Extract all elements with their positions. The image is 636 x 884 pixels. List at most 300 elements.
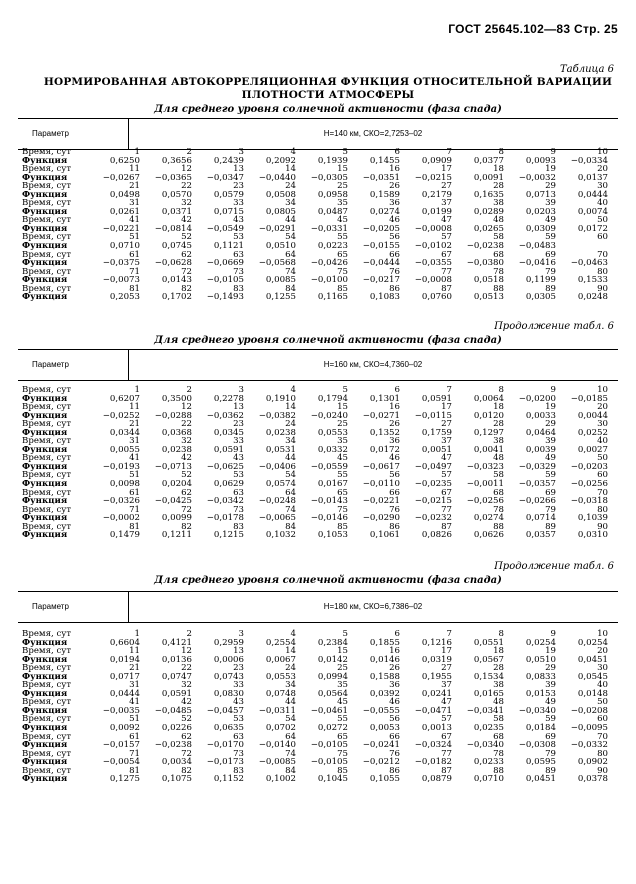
table-cell: 0,0092: [109, 723, 140, 734]
table-cell: 50: [597, 697, 608, 708]
table-cell: 28: [493, 663, 504, 674]
table-cell: 18: [493, 164, 504, 175]
table-cell: −0,0011: [466, 479, 504, 490]
table-cell: 9: [550, 385, 556, 395]
table-cell: 42: [181, 697, 192, 708]
table-cell: 20: [597, 402, 608, 413]
table-cell: 53: [233, 470, 244, 481]
table-cell: 90: [597, 283, 608, 294]
table-cell: 0,1702: [161, 292, 192, 303]
row-label: Функция: [22, 410, 68, 421]
table-cell: 66: [389, 731, 400, 742]
table-cell: 0,1216: [421, 637, 452, 648]
table-cell: 0,0067: [265, 654, 296, 665]
table-cell: 88: [493, 521, 504, 532]
table-cell: 0,0238: [265, 427, 296, 438]
table-cell: −0,0105: [206, 275, 244, 286]
table-cell: 0,0564: [317, 688, 348, 699]
row-label: Время, сут: [22, 385, 72, 395]
table-cell: 79: [545, 748, 556, 759]
table-cell: 0,0055: [109, 444, 140, 455]
row-label: Время, сут: [22, 697, 72, 708]
table-cell: 3: [238, 629, 244, 639]
table-cell: 0,2179: [421, 189, 452, 200]
table-cell: 49: [545, 453, 556, 464]
table-cell: −0,0568: [258, 258, 296, 269]
table-cell: 22: [181, 181, 192, 192]
table-cell: 15: [337, 402, 348, 413]
table-row: [22, 259, 626, 268]
table-cell: 44: [285, 453, 296, 464]
table-cell: 75: [337, 748, 348, 759]
table-cell: 43: [233, 697, 244, 708]
table-cell: −0,0217: [362, 275, 400, 286]
table-cell: 73: [233, 504, 244, 515]
table-cell: −0,0208: [570, 705, 608, 716]
table-cell: 0,0567: [473, 654, 504, 665]
row-label: Функция: [22, 427, 68, 438]
table-row: [22, 242, 626, 251]
table-cell: 87: [441, 283, 452, 294]
table-cell: −0,0170: [206, 740, 244, 751]
table-cell: 0,0570: [161, 189, 192, 200]
table-cell: 0,0344: [109, 427, 140, 438]
table-cell: 0,1910: [265, 393, 296, 404]
table-caption: Таблица 6: [559, 64, 614, 75]
table-cell: 70: [597, 249, 608, 260]
table-cell: −0,0713: [154, 461, 192, 472]
table-cell: 31: [129, 198, 140, 209]
table-cell: 8: [498, 629, 504, 639]
table-cell: 0,0553: [265, 671, 296, 682]
table-cell: 0,0172: [577, 223, 608, 234]
table-cell: 63: [233, 487, 244, 498]
table-cell: 54: [285, 714, 296, 725]
table-cell: 0,1255: [265, 292, 296, 303]
table-cell: 24: [285, 419, 296, 430]
table-cell: 54: [285, 470, 296, 481]
table-cell: −0,0444: [362, 258, 400, 269]
table-cell: 0,0574: [265, 479, 296, 490]
table-cell: 84: [285, 765, 296, 776]
table-cell: 0,1083: [369, 292, 400, 303]
table-cell: −0,0351: [362, 172, 400, 183]
table-cell: 74: [285, 266, 296, 277]
table-cell: −0,0140: [258, 740, 296, 751]
row-label: Функция: [22, 461, 68, 472]
table-cell: −0,0105: [310, 757, 348, 768]
table-cell: 56: [389, 470, 400, 481]
table-cell: 6: [394, 629, 400, 639]
row-label: Время, сут: [22, 504, 72, 515]
table-cell: −0,0380: [466, 258, 504, 269]
table-cell: 40: [597, 198, 608, 209]
table-cell: 0,0743: [213, 671, 244, 682]
data-rows: [22, 386, 626, 540]
table-cell: 0,1589: [369, 189, 400, 200]
table-row: [22, 531, 626, 540]
table-cell: −0,0416: [518, 258, 556, 269]
table-cell: 0,0248: [577, 292, 608, 303]
table-cell: 0,0041: [473, 444, 504, 455]
table-cell: 87: [441, 765, 452, 776]
table-cell: 0,0345: [213, 427, 244, 438]
table-cell: 0,0545: [577, 671, 608, 682]
row-label: Функция: [22, 740, 68, 751]
table-cell: 78: [493, 266, 504, 277]
table-cell: 0,0805: [265, 206, 296, 217]
table-cell: 43: [233, 215, 244, 226]
table-cell: 0,0626: [473, 530, 504, 541]
table-cell: 23: [233, 663, 244, 674]
table-cell: 88: [493, 283, 504, 294]
table-cell: 39: [545, 198, 556, 209]
table-cell: 0,0392: [369, 688, 400, 699]
row-label: Функция: [22, 757, 68, 768]
table-cell: 75: [337, 504, 348, 515]
table-cell: 57: [441, 470, 452, 481]
table-cell: −0,0267: [102, 172, 140, 183]
table-cell: 86: [389, 521, 400, 532]
table-cell: 82: [181, 765, 192, 776]
table-cell: −0,0240: [310, 410, 348, 421]
table-cell: 0,1032: [265, 530, 296, 541]
table-cell: −0,0382: [258, 410, 296, 421]
table-cell: 0,0518: [473, 275, 504, 286]
param-label: Параметр: [32, 360, 69, 369]
table-cell: 33: [233, 680, 244, 691]
table-cell: −0,0212: [362, 757, 400, 768]
table-cell: 0,0272: [317, 723, 348, 734]
table-cell: −0,0463: [570, 258, 608, 269]
table-cell: 37: [441, 198, 452, 209]
table-cell: −0,0355: [414, 258, 452, 269]
table-cell: 49: [545, 697, 556, 708]
table-cell: 0,0710: [109, 241, 140, 252]
table-row: [22, 497, 626, 506]
row-label: Время, сут: [22, 646, 72, 657]
table-cell: 0,1479: [109, 530, 140, 541]
table-cell: −0,0035: [102, 705, 140, 716]
table-row: [22, 480, 626, 489]
table-cell: −0,0205: [362, 223, 400, 234]
table-cell: 13: [233, 646, 244, 657]
table-cell: 89: [545, 765, 556, 776]
table-cell: 0,2384: [317, 637, 348, 648]
table-cell: −0,0329: [518, 461, 556, 472]
table-cell: 0,2554: [265, 637, 296, 648]
table-cell: 0,0184: [525, 723, 556, 734]
table-cell: 0,0120: [473, 410, 504, 421]
table-cell: 0,0142: [317, 654, 348, 665]
table-cell: 66: [389, 487, 400, 498]
table-cell: 67: [441, 487, 452, 498]
table-cell: 0,1215: [213, 530, 244, 541]
table-cell: −0,0215: [414, 172, 452, 183]
table-cell: 51: [129, 470, 140, 481]
table-cell: 0,1002: [265, 774, 296, 785]
table-cell: 0,0635: [213, 723, 244, 734]
table-cell: 0,1199: [525, 275, 556, 286]
table-cell: 83: [233, 765, 244, 776]
table-cell: 21: [129, 663, 140, 674]
table-cell: 0,0553: [317, 427, 348, 438]
table-cell: 64: [285, 249, 296, 260]
table-cell: 45: [337, 453, 348, 464]
table-cell: 23: [233, 419, 244, 430]
table-cell: 0,2959: [213, 637, 244, 648]
table-cell: 38: [493, 436, 504, 447]
table-cell: 0,2092: [265, 155, 296, 166]
table-cell: 85: [337, 521, 348, 532]
table-cell: 78: [493, 748, 504, 759]
table-cell: 7: [446, 385, 452, 395]
table-cell: −0,0308: [518, 740, 556, 751]
table-row: [22, 673, 626, 682]
table-cell: 0,1045: [317, 774, 348, 785]
table-cell: 0,0006: [213, 654, 244, 665]
table-cell: 5: [342, 385, 348, 395]
table-cell: 0,6604: [109, 637, 140, 648]
table-cell: 0,0254: [525, 637, 556, 648]
table-cell: 79: [545, 266, 556, 277]
table-row: [22, 276, 626, 285]
table-cell: 15: [337, 646, 348, 657]
table-cell: 76: [389, 504, 400, 515]
table-cell: 0,0199: [421, 206, 452, 217]
table-cell: 7: [446, 629, 452, 639]
table-cell: 0,2439: [213, 155, 244, 166]
table-cell: 5: [342, 147, 348, 157]
table-cell: 0,1855: [369, 637, 400, 648]
table-cell: 47: [441, 697, 452, 708]
table-cell: 0,1075: [161, 774, 192, 785]
table-cell: −0,0814: [154, 223, 192, 234]
table-cell: 0,0261: [109, 206, 140, 217]
table-cell: −0,0032: [518, 172, 556, 183]
table-cell: 51: [129, 714, 140, 725]
table-cell: 0,1055: [369, 774, 400, 785]
param-label: Параметр: [32, 129, 69, 138]
table-cell: 55: [337, 470, 348, 481]
table-cell: 40: [597, 680, 608, 691]
table-cell: −0,0105: [310, 740, 348, 751]
table-cell: −0,0365: [154, 172, 192, 183]
table-cell: 65: [337, 731, 348, 742]
table-cell: −0,0008: [414, 275, 452, 286]
table-cell: −0,0157: [102, 740, 140, 751]
table-cell: 33: [233, 198, 244, 209]
table-cell: 12: [181, 164, 192, 175]
table-cell: 0,0510: [525, 654, 556, 665]
table-cell: 0,1165: [317, 292, 348, 303]
table-cell: 85: [337, 283, 348, 294]
table-cell: −0,0324: [414, 740, 452, 751]
table-cell: 0,1039: [577, 513, 608, 524]
table-cell: −0,0311: [258, 705, 296, 716]
table-cell: 25: [337, 663, 348, 674]
table-cell: 86: [389, 283, 400, 294]
table-cell: 3: [238, 147, 244, 157]
table-cell: 0,0994: [317, 671, 348, 682]
table-cell: −0,0002: [102, 513, 140, 524]
table-cell: 18: [493, 646, 504, 657]
row-label: Время, сут: [22, 629, 72, 639]
table-cell: 21: [129, 181, 140, 192]
table-cell: 86: [389, 765, 400, 776]
main-title: НОРМИРОВАННАЯ АВТОКОРРЕЛЯЦИОННАЯ ФУНКЦИЯ ОТНОСИТЕЛЬНОЙ ВАРИАЦИИ ПЛОТНОСТИ АТМОСФЕРЫ: [43, 76, 613, 101]
row-label: Время, сут: [22, 680, 72, 691]
table-cell: 72: [181, 504, 192, 515]
table-cell: 52: [181, 470, 192, 481]
table-cell: 34: [285, 198, 296, 209]
continuation-note: Продолжение табл. 6: [494, 321, 614, 332]
table-cell: 14: [285, 402, 296, 413]
table-cell: −0,0483: [518, 241, 556, 252]
table-cell: 0,0902: [577, 757, 608, 768]
table-cell: 0,3500: [161, 393, 192, 404]
table-cell: 0,1301: [369, 393, 400, 404]
row-label: Функция: [22, 671, 68, 682]
row-label: Функция: [22, 292, 68, 303]
table-cell: 44: [285, 697, 296, 708]
table-cell: 1: [134, 147, 140, 157]
table-cell: −0,0143: [310, 496, 348, 507]
table-cell: −0,0341: [466, 705, 504, 716]
table-cell: 59: [545, 470, 556, 481]
table-cell: 35: [337, 198, 348, 209]
table-cell: −0,0290: [362, 513, 400, 524]
table-cell: 36: [389, 680, 400, 691]
table-cell: 81: [129, 283, 140, 294]
row-label: Время, сут: [22, 283, 72, 294]
table-cell: −0,0331: [310, 223, 348, 234]
table-cell: −0,0095: [570, 723, 608, 734]
table-cell: 23: [233, 181, 244, 192]
row-label: Время, сут: [22, 453, 72, 464]
row-label: Функция: [22, 688, 68, 699]
row-label: Функция: [22, 189, 68, 200]
table-cell: 81: [129, 521, 140, 532]
table-cell: 0,0051: [421, 444, 452, 455]
table-cell: 58: [493, 470, 504, 481]
table-cell: −0,0193: [102, 461, 140, 472]
table-cell: 0,0958: [317, 189, 348, 200]
table-cell: 0,0357: [525, 530, 556, 541]
table-cell: 68: [493, 731, 504, 742]
table-cell: 0,1794: [317, 393, 348, 404]
table-cell: −0,0100: [310, 275, 348, 286]
table-cell: 17: [441, 646, 452, 657]
table-cell: −0,0323: [466, 461, 504, 472]
row-label: Функция: [22, 444, 68, 455]
table-cell: 6: [394, 385, 400, 395]
table-cell: 0,1053: [317, 530, 348, 541]
table-cell: 36: [389, 198, 400, 209]
table-cell: 14: [285, 164, 296, 175]
table-cell: 48: [493, 697, 504, 708]
table-cell: 36: [389, 436, 400, 447]
table-cell: 4: [290, 385, 296, 395]
row-label: Функция: [22, 223, 68, 234]
table-cell: 60: [597, 232, 608, 243]
table-row: [22, 741, 626, 750]
table-cell: −0,0555: [362, 705, 400, 716]
table-row: [22, 690, 626, 699]
table-cell: 27: [441, 181, 452, 192]
header-value: H=160 км, СКО=4,7360–02: [323, 360, 423, 369]
row-label: Время, сут: [22, 521, 72, 532]
table-cell: 0,0591: [161, 688, 192, 699]
table-cell: 0,3656: [161, 155, 192, 166]
table-cell: 57: [441, 714, 452, 725]
table-cell: 5: [342, 629, 348, 639]
table-cell: 0,0310: [577, 530, 608, 541]
table-cell: 31: [129, 436, 140, 447]
table-cell: 0,4121: [161, 637, 192, 648]
table-cell: −0,0185: [570, 393, 608, 404]
table-cell: 0,0098: [109, 479, 140, 490]
table-cell: 0,0233: [473, 757, 504, 768]
table-cell: −0,0617: [362, 461, 400, 472]
table-cell: 0,0274: [369, 206, 400, 217]
table-cell: 0,2053: [109, 292, 140, 303]
row-label: Время, сут: [22, 714, 72, 725]
table-cell: 14: [285, 646, 296, 657]
table-cell: 0,0074: [577, 206, 608, 217]
table-cell: 0,1588: [369, 671, 400, 682]
table-cell: −0,0252: [102, 410, 140, 421]
table-cell: 0,0027: [577, 444, 608, 455]
table-cell: 0,0091: [473, 172, 504, 183]
row-label: Функция: [22, 513, 68, 524]
section-subtitle: Для среднего уровня солнечной активности (фаза спада): [154, 575, 502, 586]
header-value: H=140 км, СКО=2,7253–02: [323, 129, 423, 138]
table-cell: 33: [233, 436, 244, 447]
table-cell: 47: [441, 215, 452, 226]
table-cell: 90: [597, 765, 608, 776]
table-cell: 4: [290, 147, 296, 157]
row-label: Функция: [22, 206, 68, 217]
row-label: Время, сут: [22, 181, 72, 192]
table-cell: 74: [285, 748, 296, 759]
row-label: Время, сут: [22, 198, 72, 209]
table-cell: 77: [441, 266, 452, 277]
table-cell: −0,0318: [570, 496, 608, 507]
table-cell: 13: [233, 402, 244, 413]
table-cell: 69: [545, 487, 556, 498]
table-cell: −0,0485: [154, 705, 192, 716]
table-cell: 80: [597, 266, 608, 277]
table-cell: 87: [441, 521, 452, 532]
table-cell: 18: [493, 402, 504, 413]
table-cell: −0,0497: [414, 461, 452, 472]
table-cell: −0,0232: [414, 513, 452, 524]
table-cell: 0,0053: [369, 723, 400, 734]
table-cell: 68: [493, 249, 504, 260]
table-cell: −0,0375: [102, 258, 140, 269]
table-cell: 32: [181, 680, 192, 691]
table-cell: 12: [181, 646, 192, 657]
table-cell: 32: [181, 436, 192, 447]
table-cell: 32: [181, 198, 192, 209]
table-header: [18, 591, 618, 623]
row-label: Функция: [22, 172, 68, 183]
table-cell: 0,1152: [213, 774, 244, 785]
table-cell: 20: [597, 646, 608, 657]
table-cell: 38: [493, 198, 504, 209]
table-cell: 0,0909: [421, 155, 452, 166]
